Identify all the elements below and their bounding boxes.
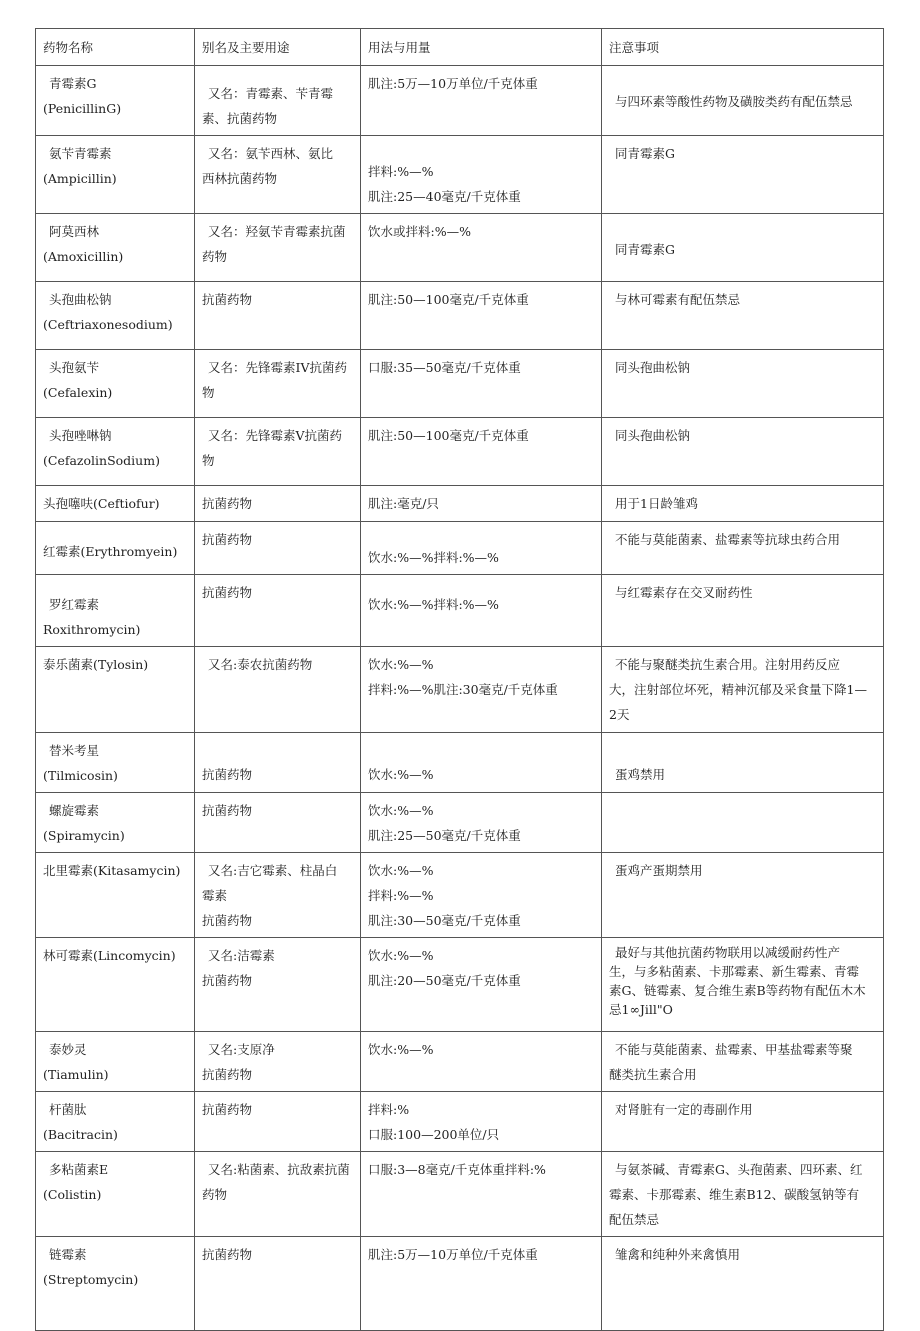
cell-line: 抗菌药物 [202,973,253,988]
usage-cell [361,647,602,733]
drug-name-cell [36,1032,195,1092]
cell-line: 素、抗菌药物 [202,111,278,126]
drug-name-cell [36,522,195,575]
cell-line: 抗菌药物 [202,1067,253,1082]
notes-cell [602,214,884,282]
cell-line: (Tilmicosin) [43,768,118,783]
cell-line: 生，与多粘菌素、卡那霉素、新生霉素、青霉 [609,964,860,979]
cell-line: 替米考星 [49,743,100,758]
cell-line: (Bacitracin) [43,1127,118,1142]
table-row [36,66,884,136]
notes-cell [602,938,884,1032]
cell-line: 阿莫西林 [49,224,100,239]
table-body [36,66,884,1331]
cell-line: (Cefalexin) [43,385,113,400]
notes-cell [602,793,884,853]
cell-line: 与林可霉素有配伍禁忌 [615,292,741,307]
cell-line: 同青霉素G [615,146,675,161]
cell-line: 蛋鸡禁用 [615,767,666,782]
table-row [36,733,884,793]
notes-cell [602,486,884,522]
cell-line: 抗菌药物 [202,532,253,547]
cell-line: 红霉素(Erythromyein) [43,544,178,559]
cell-line: 最好与其他抗菌药物联用以减缓耐药性产 [615,945,841,960]
notes-cell [602,282,884,350]
cell-line: 物 [202,385,215,400]
table-row [36,1032,884,1092]
table-row [36,136,884,214]
cell-line: 饮水:%—% [368,803,434,818]
drug-name-cell [36,733,195,793]
cell-line: 口服:35—50毫克/千克体重 [368,360,521,375]
cell-line: 肌注:50—100毫克/千克体重 [368,428,529,443]
cell-line: 2天 [609,707,630,722]
cell-line: (Streptomycin) [43,1272,139,1287]
table-row [36,853,884,938]
cell-line: 饮水:%—% [368,948,434,963]
alias-cell [195,136,361,214]
cell-line: 饮水:%—% [368,863,434,878]
usage-cell [361,1237,602,1331]
cell-line: 多粘菌素E [49,1162,109,1177]
cell-line: (Ceftriaxonesodium) [43,317,173,332]
cell-line: 西林抗菌药物 [202,171,278,186]
cell-line: 抗菌药物 [202,585,253,600]
usage-cell [361,1152,602,1237]
cell-line: 链霉素 [49,1247,87,1262]
cell-line: 拌料:%—% [368,164,434,179]
table-row [36,1092,884,1152]
cell-line: 头孢氨苄 [49,360,100,375]
cell-line: 与氨茶碱、青霉素G、头孢菌素、四环素、红 [615,1162,863,1177]
table-row [36,647,884,733]
drug-name-cell [36,853,195,938]
cell-line: 又名：羟氨苄青霉素抗菌 [208,224,346,239]
cell-line: 头孢曲松钠 [49,292,112,307]
cell-line: 同头孢曲松钠 [615,360,691,375]
table-row [36,575,884,647]
drug-name-cell [36,418,195,486]
cell-line: 霉素、卡那霉素、维生素B12、碳酸氢钠等有 [609,1187,860,1202]
drug-name-cell [36,647,195,733]
cell-line: 抗菌药物 [202,1247,253,1262]
drug-name-cell [36,938,195,1032]
drug-name-cell [36,66,195,136]
drug-name-cell [36,486,195,522]
drug-name-cell [36,214,195,282]
cell-line: 素G、链霉素、复合维生素B等药物有配伍木木 [609,983,866,998]
usage-cell [361,66,602,136]
usage-cell [361,522,602,575]
alias-cell [195,575,361,647]
drug-name-cell [36,1152,195,1237]
cell-line: (PenicillinG) [43,101,122,116]
cell-line: 又名:粘菌素、抗敌素抗菌 [208,1162,350,1177]
cell-line: 螺旋霉素 [49,803,100,818]
usage-cell [361,418,602,486]
cell-line: 口服:100—200单位/只 [368,1127,500,1142]
cell-line: 同青霉素G [615,242,675,257]
cell-line: 青霉素G [49,76,97,91]
cell-line: 大，注射部位坏死，精神沉郁及采食量下降1— [609,682,867,697]
cell-line: 泰妙灵 [49,1042,87,1057]
cell-line: 口服:3—8毫克/千克体重拌料:% [368,1162,546,1177]
cell-line: 不能与莫能菌素、盐霉素等抗球虫药合用 [615,532,841,547]
cell-line: 林可霉素(Lincomycin) [43,948,176,963]
table-row [36,938,884,1032]
notes-cell [602,1032,884,1092]
alias-cell [195,486,361,522]
cell-line: 饮水:%—%拌料:%—% [368,597,499,612]
cell-line: 蛋鸡产蛋期禁用 [615,863,703,878]
cell-line: 又名：氨苄西林、氨比 [208,146,334,161]
cell-line: 抗菌药物 [202,803,253,818]
cell-line: 泰乐菌素(Tylosin) [43,657,149,672]
usage-cell [361,350,602,418]
cell-line: 醚类抗生素合用 [609,1067,697,1082]
cell-line: 物 [202,453,215,468]
notes-cell [602,66,884,136]
header-usage: 用法与用量 [361,29,602,66]
alias-cell [195,214,361,282]
usage-cell [361,282,602,350]
drug-table [35,28,884,1331]
usage-cell [361,938,602,1032]
notes-cell [602,1237,884,1331]
usage-cell [361,733,602,793]
drug-name-cell [36,575,195,647]
cell-line: 又名:吉它霉素、柱晶白 [208,863,338,878]
usage-cell [361,1032,602,1092]
notes-cell [602,575,884,647]
usage-cell [361,575,602,647]
cell-line: 又名：青霉素、苄青霉 [208,86,334,101]
cell-line: 拌料:%—%肌注:30毫克/千克体重 [368,682,558,697]
cell-line: 饮水:%—% [368,1042,434,1057]
usage-cell [361,1092,602,1152]
usage-cell [361,793,602,853]
alias-cell [195,418,361,486]
cell-line: 忌1∞Jill"O [609,1002,673,1017]
cell-line: 拌料:% [368,1102,410,1117]
alias-cell [195,1032,361,1092]
cell-line: 又名:泰农抗菌药物 [208,657,313,672]
alias-cell [195,350,361,418]
alias-cell [195,1237,361,1331]
cell-line: 肌注:5万—10万单位/千克体重 [368,76,538,91]
cell-line: 雏禽和纯种外来禽慎用 [615,1247,741,1262]
cell-line: 不能与莫能菌素、盐霉素、甲基盐霉素等聚 [615,1042,853,1057]
cell-line: 又名：先锋霉素IV抗菌药 [208,360,347,375]
cell-line: 用于1日龄雏鸡 [615,496,698,511]
notes-cell [602,522,884,575]
alias-cell [195,66,361,136]
cell-line: (CefazolinSodium) [43,453,160,468]
usage-cell [361,486,602,522]
alias-cell [195,1092,361,1152]
cell-line: 药物 [202,249,228,264]
cell-line: 同头孢曲松钠 [615,428,691,443]
cell-line: 氨苄青霉素 [49,146,112,161]
cell-line: 抗菌药物 [202,292,253,307]
notes-cell [602,418,884,486]
notes-cell [602,1152,884,1237]
drug-name-cell [36,136,195,214]
cell-line: 肌注:5万—10万单位/千克体重 [368,1247,538,1262]
cell-line: (Ampicillin) [43,171,117,186]
cell-line: (Tiamulin) [43,1067,109,1082]
header-notes: 注意事项 [602,29,884,66]
cell-line: 头孢噻呋(Ceftiofur) [43,496,160,511]
cell-line: 拌料:%—% [368,888,434,903]
cell-line: 头孢唑啉钠 [49,428,112,443]
cell-line: 抗菌药物 [202,767,253,782]
alias-cell [195,853,361,938]
cell-line: Roxithromycin) [43,622,141,637]
cell-line: 抗菌药物 [202,496,253,511]
table-row [36,1237,884,1331]
cell-line: 对肾脏有一定的毒副作用 [615,1102,753,1117]
table-row [36,522,884,575]
header-row [36,29,884,66]
table-row [36,486,884,522]
cell-line: 罗红霉素 [49,597,100,612]
cell-line: 饮水:%—%拌料:%—% [368,550,499,565]
cell-line: 饮水:%—% [368,657,434,672]
table-row [36,418,884,486]
cell-line: 饮水:%—% [368,767,434,782]
drug-name-cell [36,793,195,853]
usage-cell [361,136,602,214]
drug-name-cell [36,282,195,350]
cell-line: 肌注:50—100毫克/千克体重 [368,292,529,307]
table-row [36,793,884,853]
usage-cell [361,214,602,282]
cell-line: 药物 [202,1187,228,1202]
table-row [36,1152,884,1237]
cell-line: 又名:支原净 [208,1042,275,1057]
cell-line: 肌注:25—50毫克/千克体重 [368,828,521,843]
notes-cell [602,136,884,214]
drug-name-cell [36,1237,195,1331]
alias-cell [195,793,361,853]
cell-line: 抗菌药物 [202,913,253,928]
notes-cell [602,1092,884,1152]
alias-cell [195,522,361,575]
cell-line: 肌注:毫克/只 [368,496,439,511]
cell-line: 肌注:20—50毫克/千克体重 [368,973,521,988]
alias-cell [195,282,361,350]
table-row [36,214,884,282]
usage-cell [361,853,602,938]
cell-line: 不能与聚醚类抗生素合用。注射用药反应 [615,657,841,672]
header-name: 药物名称 [36,29,195,66]
cell-line: 配伍禁忌 [609,1212,660,1227]
cell-line: 肌注:30—50毫克/千克体重 [368,913,521,928]
cell-line: 北里霉素(Kitasamycin) [43,863,181,878]
table-row [36,350,884,418]
table-row [36,282,884,350]
cell-line: (Amoxicillin) [43,249,124,264]
header-alias: 别名及主要用途 [195,29,361,66]
notes-cell [602,647,884,733]
cell-line: 抗菌药物 [202,1102,253,1117]
notes-cell [602,853,884,938]
cell-line: 杆菌肽 [49,1102,87,1117]
cell-line: 霉素 [202,888,228,903]
alias-cell [195,647,361,733]
cell-line: 饮水或拌料:%—% [368,224,471,239]
cell-line: (Spiramycin) [43,828,125,843]
cell-line: (Colistin) [43,1187,102,1202]
alias-cell [195,733,361,793]
alias-cell [195,1152,361,1237]
cell-line: 肌注:25—40毫克/千克体重 [368,189,521,204]
cell-line: 又名：先锋霉素V抗菌药 [208,428,343,443]
alias-cell [195,938,361,1032]
notes-cell [602,350,884,418]
drug-name-cell [36,1092,195,1152]
cell-line: 与红霉素存在交叉耐药性 [615,585,753,600]
notes-cell [602,733,884,793]
cell-line: 又名:洁霉素 [208,948,275,963]
cell-line: 与四环素等酸性药物及磺胺类药有配伍禁忌 [615,94,853,109]
drug-name-cell [36,350,195,418]
